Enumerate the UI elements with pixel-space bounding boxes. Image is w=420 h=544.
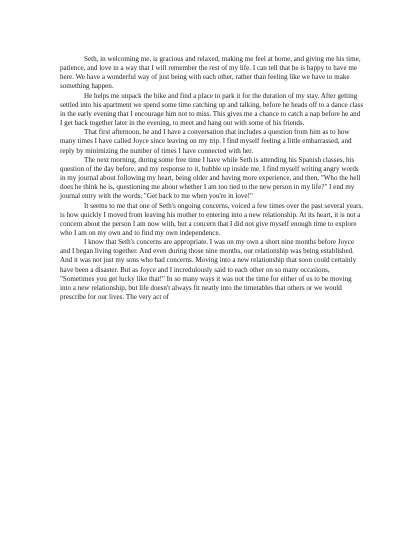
paragraph: Seth, in welcoming me, is gracious and relaxed, making me feel at home, and giving me his time, patience, and love in a way that I will remember the rest of my life. I can tell that he is happy to have me here. We have a wonderful way of just being with each other, rather than feeling like we have to make something happen. bbox=[60, 55, 361, 91]
paragraph: He helps me unpack the bike and find a place to park it for the duration of my stay. After getting settled into his apartment we spend some time catching up and talking, before he heads off to a dance class in the early evening that I encourage him not to miss. This gives me a chance to catch a nap before he and I get back together later in the evening, to meet and hang out with some of his friends. bbox=[60, 91, 364, 128]
body-text bbox=[60, 55, 364, 302]
paragraph: That first afternoon, he and I have a conversation that includes a question from him as to how many times I have called Joyce since leaving on my trip. I find myself feeling a little embarrassed, and reply by minimizing the number of times I have connected with her. bbox=[60, 128, 352, 155]
paragraph: It seems to me that one of Seth's ongoing concerns, voiced a few times over the past several years, is how quickly I moved from leaving his mother to entering into a new relationship. At its heart, it is not a concern about the person I am now with, but a concern that I did not give myself enough time to explore who I am on my own and to find my own independence. bbox=[60, 201, 364, 237]
paragraph: The next morning, during some free time I have while Seth is attending his Spanish classes, his question of the day before, and my response to it, bubble up inside me. I find myself writing angry words in my journal about following my heart, being older and having more experience, and then, "Who the hell does he think he is, questioning me about whether I am too tied to the new person in my life?" I end my journal entry with the words, "Get back to me when you're in love!" bbox=[60, 155, 361, 201]
paragraph: I know that Seth's concerns are appropriate. I was on my own a short nine months before Joyce and I began living together. And even during those nine months, our relationship was being established. And it was not just my sons who had concerns. Moving into a new relationship that soon could certainly have been a disaster. But as Joyce and I incredulously said to each other on so many occasions, "Sometimes you get lucky like that!" In so many ways it was not the time for either of us to be moving into a new relationship, but life doesn't always fit neatly into the timetables that others or we would prescribe for our lives. The very act of bbox=[60, 238, 357, 302]
